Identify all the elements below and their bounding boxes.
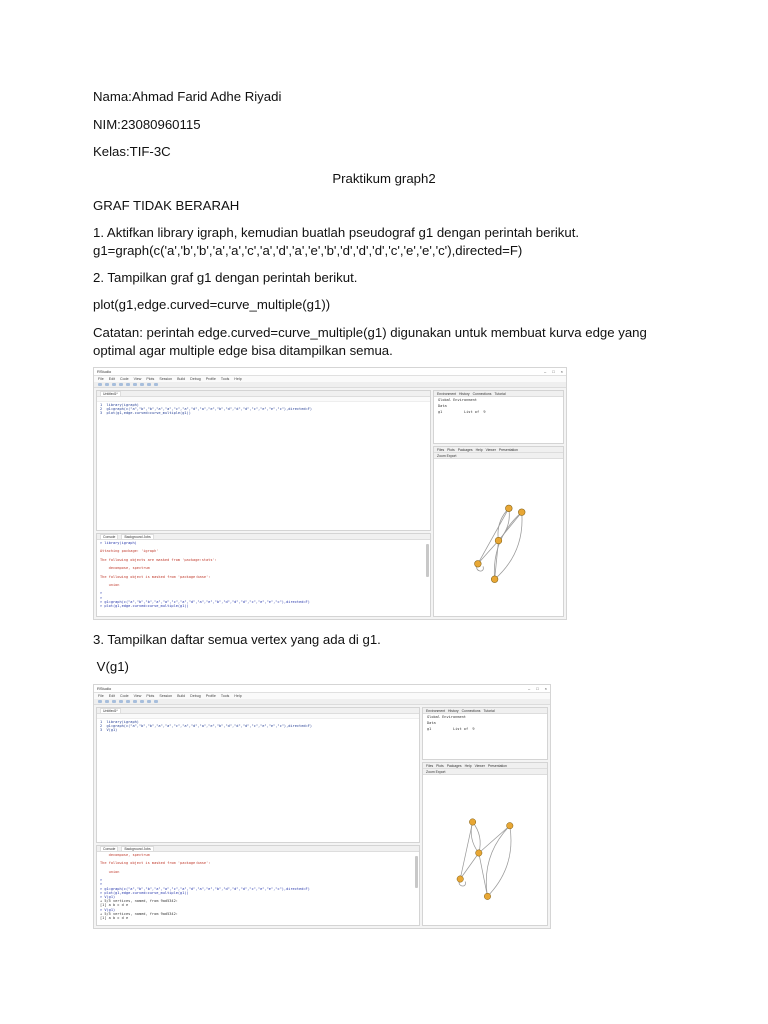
toolbar-button-icon[interactable] — [147, 700, 151, 703]
toolbar-button-icon[interactable] — [133, 700, 137, 703]
plots-toolbar — [434, 453, 563, 459]
graph-edge — [479, 826, 510, 853]
plots-tab[interactable]: Files — [426, 763, 434, 768]
graph-plot-area — [434, 460, 563, 616]
console-line: > V(g1) — [100, 895, 116, 900]
pane-layout — [96, 390, 564, 617]
step3-text: 3. Tampilkan daftar semua vertex yang ada di g1. — [93, 632, 381, 647]
graph-edge — [473, 822, 481, 853]
toolbar-button-icon[interactable] — [98, 700, 102, 703]
toolbar-button-icon[interactable] — [105, 700, 109, 703]
console-line: > — [100, 591, 103, 596]
editor-code[interactable]: 1 library(igraph) 2 g1=graph(c("a","b","b","a","a","c","a","d","a","e","b","d","d","d","c","e","e","c"),directed=F) 3 V(g1) — [100, 720, 313, 733]
plots-tab[interactable]: Viewer — [474, 763, 485, 768]
editor-tab[interactable]: Untitled1* — [100, 391, 121, 396]
toolbar-button-icon[interactable] — [112, 383, 116, 386]
console-line: > — [100, 878, 103, 883]
student-nim: NIM:23080960115 — [93, 117, 201, 132]
right-column — [433, 390, 564, 617]
console-line: > plot(g1,edge.curved=curve_multiple(g1)) — [100, 890, 189, 895]
toolbar-button-icon[interactable] — [119, 700, 123, 703]
toolbar-button-icon[interactable] — [105, 383, 109, 386]
toolbar-button-icon[interactable] — [154, 700, 158, 703]
environment-pane — [422, 707, 548, 760]
console-line: The following objects are masked from 'package:stats': — [100, 557, 217, 562]
window-title: RStudio — [97, 686, 112, 691]
menu-item[interactable]: Edit — [108, 694, 115, 698]
menu-item[interactable]: Profile — [205, 694, 216, 698]
graph-vertex — [476, 850, 482, 856]
console-pane — [96, 845, 420, 926]
console-output[interactable] — [97, 540, 430, 609]
document-title: Praktikum graph2 — [332, 171, 436, 186]
plots-toolbar — [423, 769, 547, 775]
environment-scope[interactable]: Global Environment — [438, 398, 477, 402]
menu-item[interactable]: Code — [120, 377, 129, 381]
maximize-icon[interactable]: □ — [552, 369, 555, 374]
menu-item[interactable]: View — [133, 694, 142, 698]
console-tab[interactable]: Background Jobs — [121, 534, 153, 539]
menu-item[interactable]: Session — [159, 694, 173, 698]
plots-tab[interactable]: Presentation — [498, 447, 518, 452]
console-line: decompose, spectrum — [100, 566, 150, 571]
graph-edge — [479, 853, 488, 896]
graph-vertex — [469, 819, 475, 825]
console-line: + 5/5 vertices, named, from 9ad5342: — [100, 911, 178, 916]
menu-item[interactable]: Build — [177, 694, 186, 698]
editor-tab[interactable]: Untitled1* — [100, 708, 121, 713]
console-tab[interactable]: Console — [100, 846, 118, 851]
igraph-plot — [423, 776, 547, 925]
environment-tab[interactable]: History — [448, 708, 459, 713]
menu-item[interactable]: Edit — [108, 377, 115, 381]
console-line: Attaching package: 'igraph' — [100, 549, 159, 554]
note-text: Catatan: perintah edge.curved=curve_multiple(g1) digunakan untuk membuat kurva edge yang optimal agar multiple edge bisa ditampilkan semua. — [93, 325, 651, 358]
toolbar-button-icon[interactable] — [154, 383, 158, 386]
menu-item[interactable]: Tools — [220, 694, 230, 698]
console-pane — [96, 533, 431, 617]
environment-object-row[interactable]: g1 List of 9 — [427, 727, 475, 731]
student-class: Kelas:TIF-3C — [93, 144, 171, 159]
console-line: [1] a b c d e — [100, 903, 129, 908]
graph-vertex — [518, 509, 525, 516]
environment-scope[interactable]: Global Environment — [427, 715, 466, 719]
igraph-plot — [434, 460, 563, 616]
console-line: The following object is masked from 'package:base': — [100, 861, 211, 866]
plots-tab[interactable]: Packages — [457, 447, 473, 452]
menu-item[interactable]: Debug — [190, 694, 201, 698]
toolbar-button-icon[interactable] — [126, 383, 130, 386]
source-editor-pane — [96, 707, 420, 843]
graph-edge — [471, 822, 479, 853]
plots-tab[interactable]: Plots — [436, 763, 444, 768]
environment-tab[interactable]: History — [459, 391, 470, 396]
graph-edge — [499, 512, 522, 540]
graph-edge — [478, 508, 509, 563]
rstudio-screenshot-1 — [93, 367, 567, 620]
environment-section: Data — [427, 721, 436, 725]
plots-tab[interactable]: Packages — [446, 763, 462, 768]
window-titlebar — [94, 685, 550, 693]
console-line: > V(g1) — [100, 907, 116, 912]
toolbar-button-icon[interactable] — [140, 383, 144, 386]
plots-tab[interactable]: Help — [464, 763, 472, 768]
window-title: RStudio — [97, 369, 112, 374]
main-toolbar — [94, 699, 550, 705]
graph-vertex — [495, 537, 502, 544]
graph-vertex — [457, 876, 463, 882]
plots-toolbar-label[interactable]: Zoom Export — [437, 453, 457, 458]
plots-tab[interactable]: Files — [437, 447, 445, 452]
toolbar-button-icon[interactable] — [112, 700, 116, 703]
menu-item[interactable]: Debug — [190, 377, 201, 381]
plots-tab[interactable]: Help — [475, 447, 483, 452]
section-title: GRAF TIDAK BERARAH — [93, 198, 240, 213]
plots-pane — [422, 762, 548, 926]
right-column — [422, 707, 548, 926]
menu-item[interactable]: Tools — [220, 377, 230, 381]
graph-plot-area — [423, 776, 547, 925]
graph-vertex — [507, 822, 513, 828]
step1-code: g1=graph(c('a','b','b','a','a','c','a','d','a','e','b','d','d','d','c','e','e','c'),directed=F) — [93, 243, 523, 258]
console-output[interactable] — [97, 852, 419, 921]
source-editor-pane — [96, 390, 431, 531]
menu-item[interactable]: Build — [177, 377, 186, 381]
menu-item[interactable]: Code — [120, 694, 129, 698]
menu-item[interactable]: File — [98, 377, 104, 381]
menu-item[interactable]: Session — [159, 377, 173, 381]
console-line: > g1=graph(c("a","b","b","a","a","c","a","d","a","e","b","d","d","d","c","e","e","c"),directed=F) — [100, 599, 310, 604]
console-scrollbar[interactable] — [426, 544, 429, 577]
console-tab[interactable]: Console — [100, 534, 118, 539]
step2-code: plot(g1,edge.curved=curve_multiple(g1)) — [93, 297, 331, 312]
toolbar-button-icon[interactable] — [147, 383, 151, 386]
menu-item[interactable]: Plots — [146, 377, 155, 381]
minimize-icon[interactable]: – — [528, 686, 531, 691]
window-titlebar — [94, 368, 566, 376]
console-line: > — [100, 882, 103, 887]
graph-vertex — [491, 576, 498, 583]
toolbar-button-icon[interactable] — [140, 700, 144, 703]
pane-layout — [96, 707, 548, 926]
menu-item[interactable]: Help — [234, 377, 242, 381]
environment-tab[interactable]: Environment — [437, 391, 457, 396]
environment-pane — [433, 390, 564, 444]
environment-tab[interactable]: Connections — [472, 391, 492, 396]
environment-tab[interactable]: Connections — [461, 708, 481, 713]
toolbar-button-icon[interactable] — [98, 383, 102, 386]
plots-pane — [433, 446, 564, 617]
graph-vertex — [505, 505, 512, 512]
maximize-icon[interactable]: □ — [536, 686, 539, 691]
main-toolbar — [94, 382, 566, 388]
left-column — [96, 707, 420, 926]
minimize-icon[interactable]: – — [544, 369, 547, 374]
environment-tab[interactable]: Tutorial — [494, 391, 506, 396]
console-tab[interactable]: Background Jobs — [121, 846, 153, 851]
environment-tab[interactable]: Tutorial — [483, 708, 495, 713]
menu-item[interactable]: View — [133, 377, 142, 381]
graph-edge — [487, 826, 511, 897]
editor-code[interactable]: 1 library(igraph) 2 g1=graph(c("a","b","b","a","a","c","a","d","a","e","b","d","d","d","c","e","e","c"),directed=F) 3 plot(g1,edge.curved=curve_multiple(g1)) — [100, 403, 313, 416]
console-line: > plot(g1,edge.curved=curve_multiple(g1)) — [100, 604, 189, 609]
step3-code: V(g1) — [93, 659, 129, 674]
menu-item[interactable]: File — [98, 694, 104, 698]
toolbar-button-icon[interactable] — [126, 700, 130, 703]
menu-item[interactable]: Plots — [146, 694, 155, 698]
console-scrollbar[interactable] — [415, 856, 418, 888]
toolbar-button-icon[interactable] — [133, 383, 137, 386]
rstudio-screenshot-2 — [93, 684, 551, 929]
student-name: Nama:Ahmad Farid Adhe Riyadi — [93, 89, 282, 104]
menu-item[interactable]: Profile — [205, 377, 216, 381]
close-icon[interactable]: × — [544, 686, 547, 691]
plots-toolbar-label[interactable]: Zoom Export — [426, 769, 446, 774]
environment-tab[interactable]: Environment — [426, 708, 446, 713]
console-line: + 5/5 vertices, named, from 9ad5342: — [100, 899, 178, 904]
graph-vertex — [475, 560, 482, 567]
step2-text: 2. Tampilkan graf g1 dengan perintah berikut. — [93, 270, 358, 285]
toolbar-button-icon[interactable] — [119, 383, 123, 386]
environment-section: Data — [438, 404, 447, 408]
left-column — [96, 390, 431, 617]
console-line: > g1=graph(c("a","b","b","a","a","c","a","d","a","e","b","d","d","d","c","e","e","c"),directed=F) — [100, 886, 310, 891]
close-icon[interactable]: × — [560, 369, 563, 374]
console-line: The following object is masked from 'package:base': — [100, 574, 211, 579]
environment-object-row[interactable]: g1 List of 9 — [438, 410, 486, 414]
plots-tab[interactable]: Plots — [447, 447, 455, 452]
plots-tab[interactable]: Viewer — [485, 447, 496, 452]
step1-text: 1. Aktifkan library igraph, kemudian buatlah pseudograf g1 dengan perintah berikut. — [93, 225, 580, 240]
graph-vertex — [484, 893, 490, 899]
console-line: [1] a b c d e — [100, 916, 129, 921]
menu-item[interactable]: Help — [234, 694, 242, 698]
console-line: > library(igraph) — [100, 541, 137, 545]
console-line: union — [100, 583, 120, 588]
console-line: > — [100, 595, 103, 600]
console-line: union — [100, 869, 120, 874]
console-line: decompose, spectrum — [100, 853, 150, 857]
plots-tab[interactable]: Presentation — [487, 763, 507, 768]
